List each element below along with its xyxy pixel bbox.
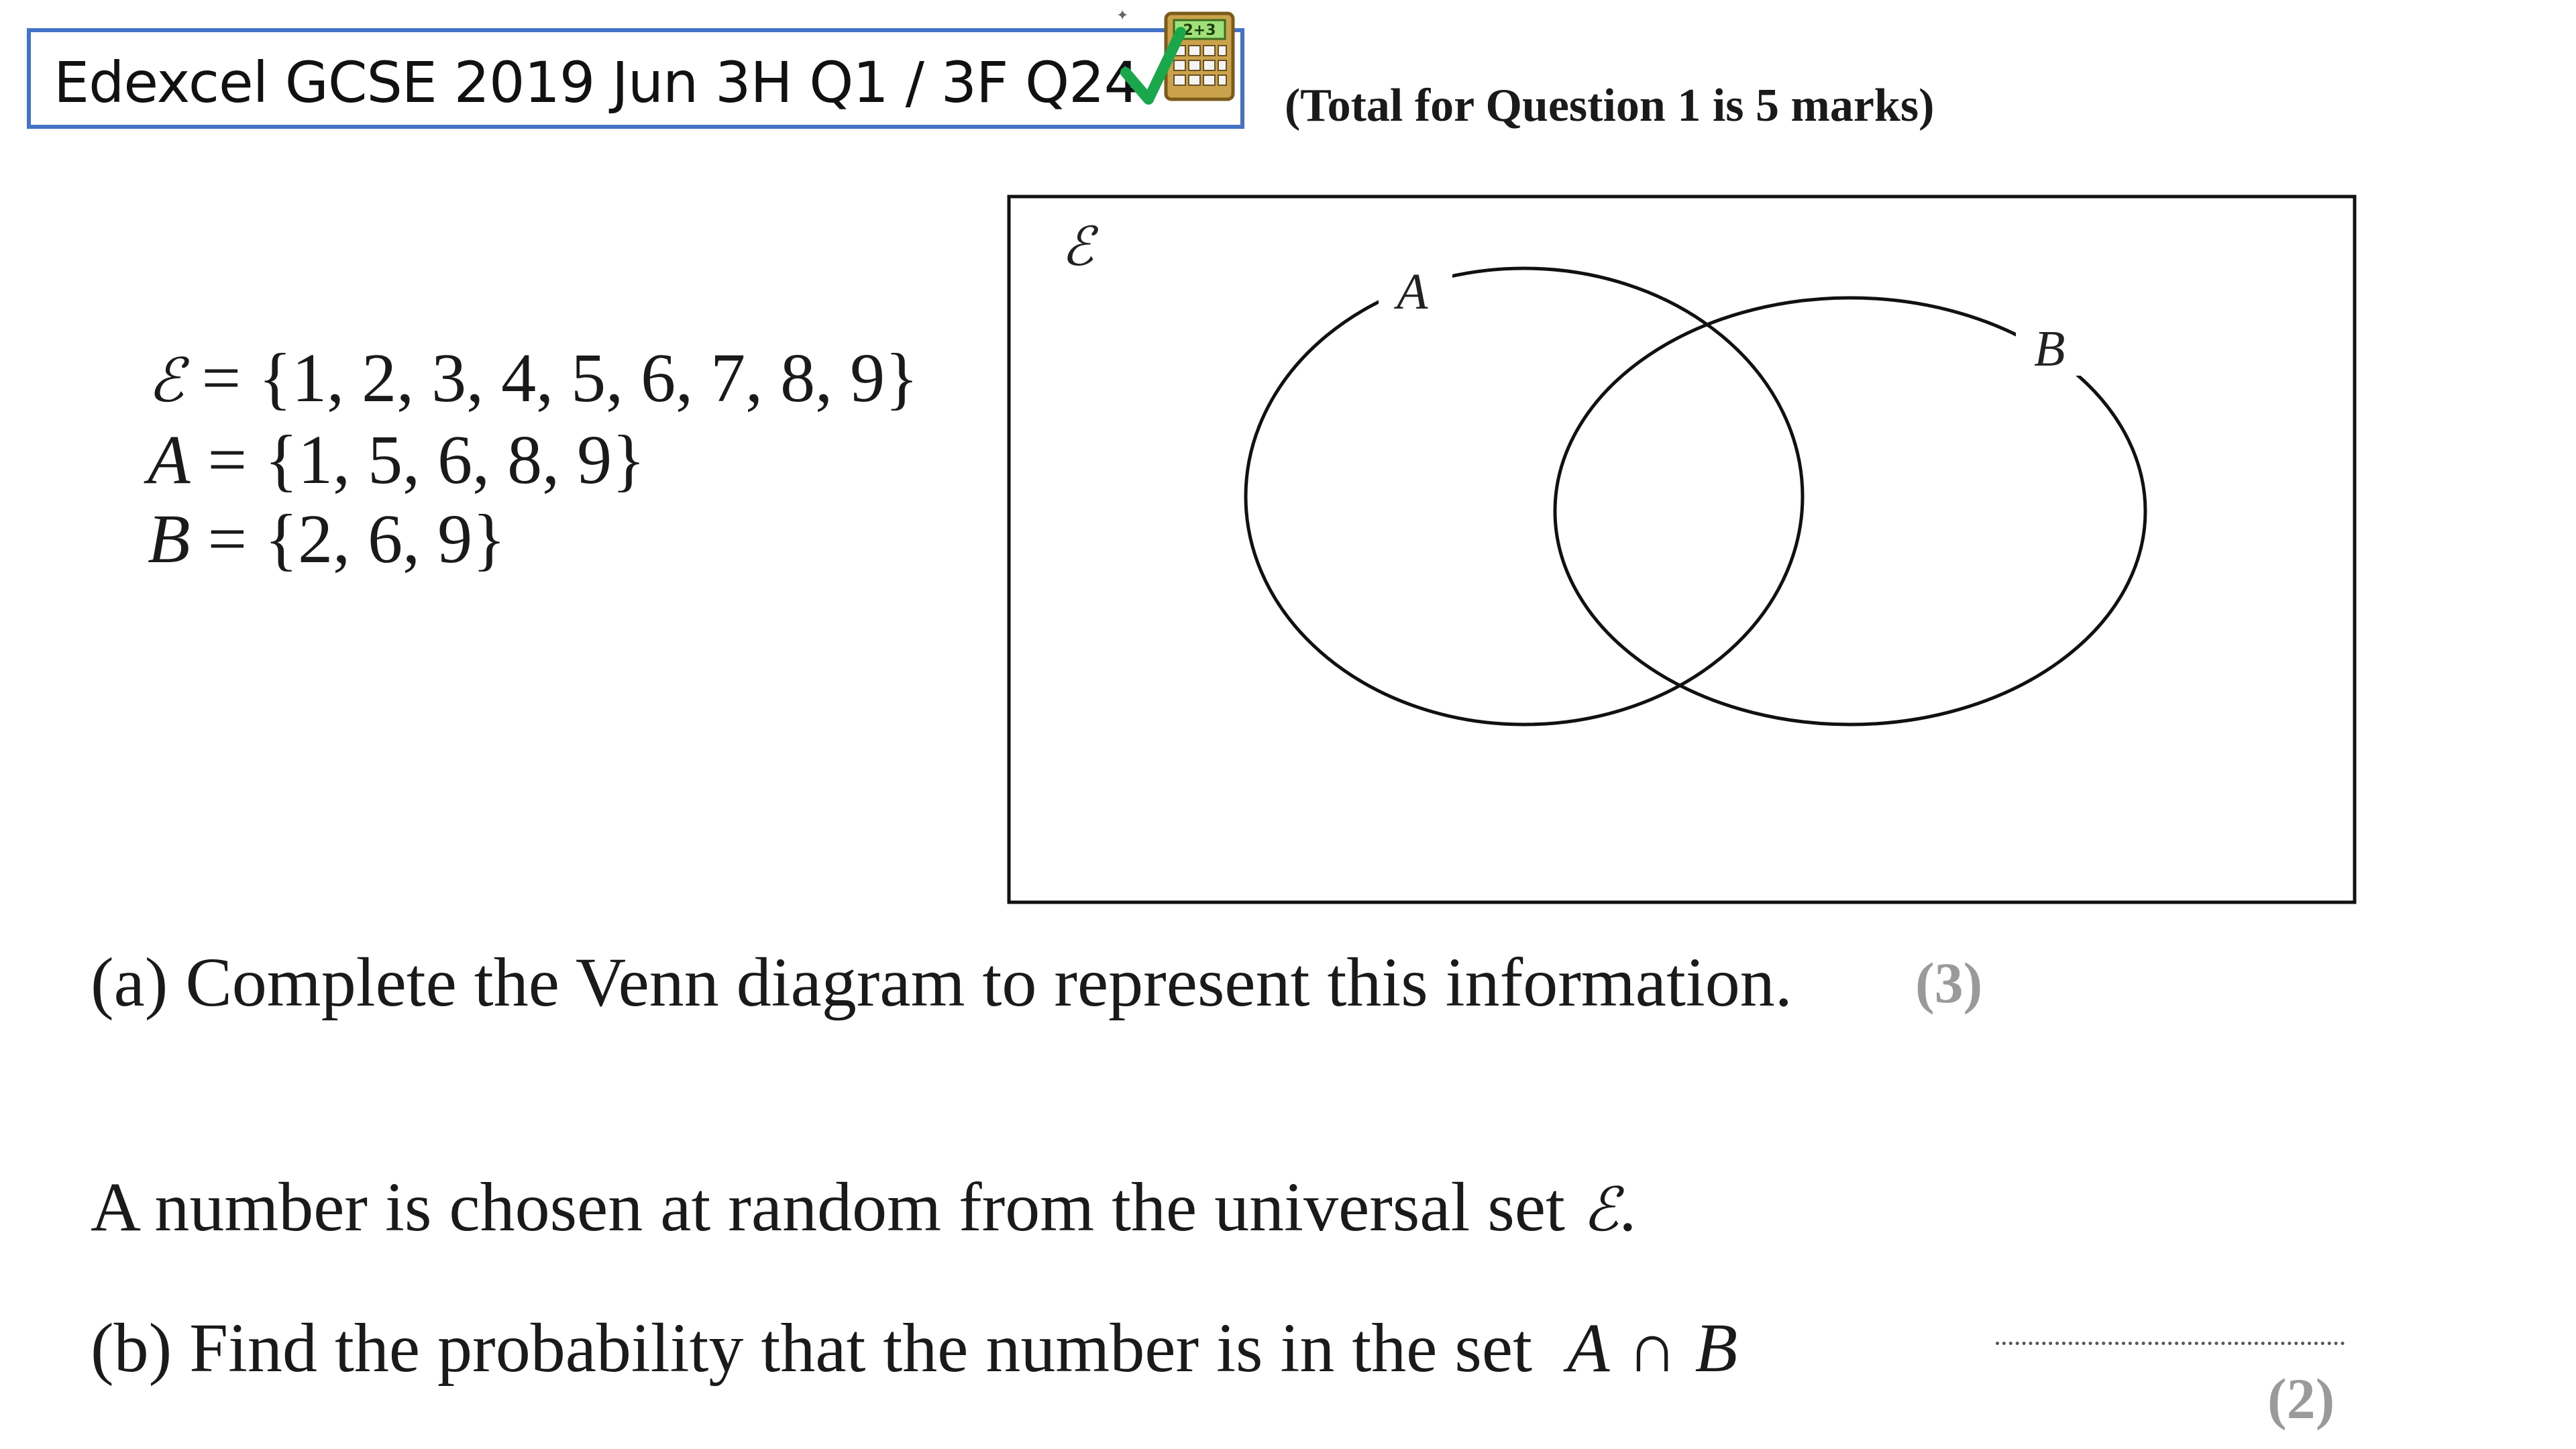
part-b-set-b: B: [1695, 1309, 1738, 1387]
part-b-intro-text: A number is chosen at random from the universal set: [91, 1169, 1565, 1246]
part-b-set-a: A: [1566, 1309, 1610, 1387]
set-b-elements: {2, 6, 9}: [264, 500, 506, 578]
equals-sign: =: [207, 500, 248, 578]
universal-symbol: ℰ: [148, 345, 184, 416]
set-a-symbol: A: [148, 421, 191, 498]
equals-sign: =: [207, 421, 248, 498]
equals-sign: =: [201, 339, 241, 417]
venn-label-a: A: [1397, 264, 1428, 320]
set-b-symbol: B: [148, 500, 191, 578]
set-a-elements: {1, 5, 6, 8, 9}: [264, 421, 646, 498]
venn-label-b: B: [2034, 321, 2065, 377]
svg-text:✦: ✦: [1116, 7, 1129, 24]
calculator-display-text: 2+3: [1183, 22, 1216, 39]
part-b-question: [91, 1308, 1737, 1388]
universal-set-box: [1009, 197, 2355, 902]
part-b-marks: (2): [2267, 1366, 2335, 1431]
set-b-definition: [148, 500, 918, 579]
intersection-symbol: ∩: [1627, 1309, 1678, 1387]
question-header: [27, 28, 1244, 129]
part-a-text: Complete the Venn diagram to represent this information.: [185, 944, 1792, 1021]
set-definitions: [148, 339, 918, 579]
part-b-text: Find the probability that the number is in the set: [189, 1309, 1532, 1387]
set-a-definition: [148, 421, 918, 500]
universal-symbol-inline: ℰ: [1582, 1175, 1619, 1245]
total-marks: (Total for Question 1 is 5 marks): [1285, 80, 1935, 131]
venn-circle-a: [1246, 268, 1803, 724]
venn-universal-label: ℰ: [1061, 215, 1094, 278]
part-a-marks: (3): [1915, 951, 1983, 1015]
part-a-question: [91, 943, 1792, 1022]
part-b-label: (b): [91, 1309, 172, 1387]
part-a-label: (a): [91, 944, 168, 1021]
universal-set-definition: [148, 339, 918, 421]
part-b-intro: [91, 1167, 1636, 1247]
question-title: Edexcel GCSE 2019 Jun 3H Q1 / 3F Q24: [54, 50, 1140, 115]
intro-period: .: [1619, 1169, 1637, 1246]
answer-line[interactable]: [1996, 1342, 2345, 1345]
venn-diagram[interactable]: [1006, 191, 2361, 909]
universal-elements: {1, 2, 3, 4, 5, 6, 7, 8, 9}: [258, 339, 918, 417]
calculator-allowed-icon: [1114, 5, 1241, 119]
